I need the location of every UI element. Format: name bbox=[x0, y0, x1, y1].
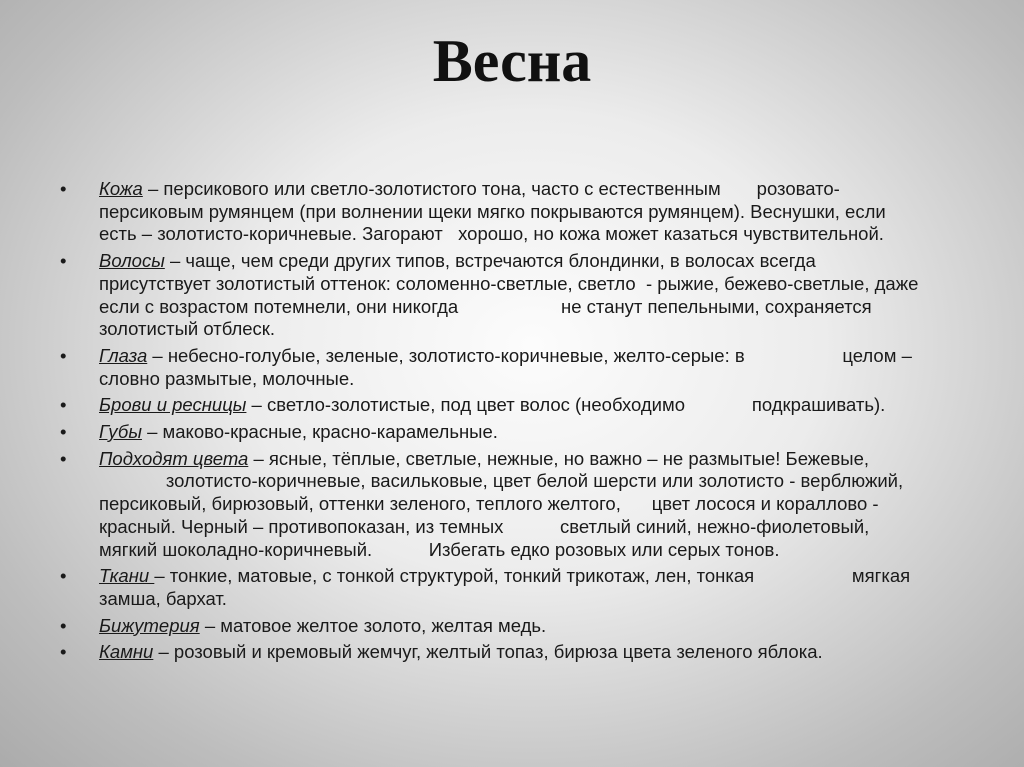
list-item bbox=[60, 394, 960, 417]
item-line-text: – небесно-голубые, зеленые, золотисто-коричневые, желто-серые: в целом – bbox=[147, 344, 912, 366]
item-term: Губы bbox=[99, 421, 142, 443]
bullet-marker: • bbox=[60, 344, 67, 366]
item-line-text: – светло-золотистые, под цвет волос (необходимо подкрашивать). bbox=[246, 394, 886, 416]
item-line: есть – золотисто-коричневые. Загорают хорошо, но кожа может казаться чувствительной. bbox=[99, 223, 884, 245]
item-line bbox=[99, 565, 960, 588]
list-item bbox=[60, 178, 960, 246]
item-text bbox=[99, 250, 960, 341]
item-line-text: – матовое желтое золото, желтая медь. bbox=[199, 614, 547, 636]
item-line: персиковым румянцем (при волнении щеки мягко покрываются румянцем). Веснушки, если bbox=[99, 200, 886, 222]
bullet-marker: • bbox=[60, 421, 67, 443]
item-line-text: – ясные, тёплые, светлые, нежные, но важно – не размытые! Бежевые, bbox=[248, 447, 869, 469]
item-line-text: – персикового или светло-золотистого тона, часто с естественным розовато- bbox=[142, 178, 840, 199]
item-line bbox=[99, 345, 960, 368]
item-line-text: – чаще, чем среди других типов, встречаются блондинки, в волосах всегда bbox=[164, 250, 816, 272]
bullet-list bbox=[60, 178, 960, 664]
item-line: персиковый, бирюзовый, оттенки зеленого, теплого желтого, цвет лосося и кораллово - bbox=[99, 493, 879, 515]
list-item bbox=[60, 565, 960, 610]
slide-body bbox=[60, 178, 960, 668]
list-item bbox=[60, 421, 960, 444]
list-item bbox=[60, 250, 960, 341]
bullet-marker: • bbox=[60, 178, 67, 199]
item-line: замша, бархат. bbox=[99, 587, 227, 609]
bullet-marker: • bbox=[60, 565, 67, 587]
bullet-marker: • bbox=[60, 250, 67, 272]
item-text bbox=[99, 615, 960, 638]
slide-title: Весна bbox=[432, 28, 592, 94]
item-term: Бижутерия bbox=[99, 614, 200, 636]
item-line: красный. Черный – противопоказан, из темных светлый синий, нежно-фиолетовый, bbox=[99, 515, 870, 537]
item-line bbox=[99, 178, 960, 201]
item-line: золотистый отблеск. bbox=[99, 318, 276, 340]
item-line: мягкий шоколадно-коричневый. Избегать едко розовых или серых тонов. bbox=[99, 538, 780, 560]
item-line: если с возрастом потемнели, они никогда не станут пепельными, сохраняется bbox=[99, 295, 872, 317]
list-item bbox=[60, 345, 960, 390]
item-text bbox=[99, 448, 960, 562]
item-line bbox=[99, 421, 960, 444]
bullet-marker: • bbox=[60, 394, 67, 416]
item-line: присутствует золотистый оттенок: соломенно-светлые, светло - рыжие, бежево-светлые, даже bbox=[99, 272, 919, 294]
item-line bbox=[99, 394, 960, 417]
item-line-text: – тонкие, матовые, с тонкой структурой, тонкий трикотаж, лен, тонкая мягкая bbox=[154, 565, 911, 587]
list-item bbox=[60, 448, 960, 562]
item-line bbox=[99, 641, 960, 664]
item-line-text: – маково-красные, красно-карамельные. bbox=[141, 421, 498, 443]
item-line bbox=[99, 448, 960, 471]
item-term: Подходят цвета bbox=[99, 447, 249, 469]
list-item bbox=[60, 615, 960, 638]
bullet-marker: • bbox=[60, 641, 67, 663]
item-term: Кожа bbox=[99, 178, 143, 199]
item-text bbox=[99, 565, 960, 610]
item-term: Брови и ресницы bbox=[99, 394, 247, 416]
item-line: словно размытые, молочные. bbox=[99, 367, 355, 389]
item-text bbox=[99, 421, 960, 444]
bullet-marker: • bbox=[60, 614, 67, 636]
item-text bbox=[99, 178, 960, 246]
item-term: Волосы bbox=[99, 250, 165, 272]
list-item bbox=[60, 641, 960, 664]
item-line-text: – розовый и кремовый жемчуг, желтый топаз, бирюза цвета зеленого яблока. bbox=[153, 641, 823, 663]
item-line bbox=[99, 615, 960, 638]
item-term: Ткани bbox=[99, 565, 155, 587]
item-line: золотисто-коричневые, васильковые, цвет белой шерсти или золотисто - верблюжий, bbox=[99, 470, 904, 492]
item-text bbox=[99, 394, 960, 417]
item-line bbox=[99, 250, 960, 273]
item-term: Камни bbox=[99, 641, 154, 663]
bullet-marker: • bbox=[60, 447, 67, 469]
item-text bbox=[99, 345, 960, 390]
item-term: Глаза bbox=[99, 344, 148, 366]
item-text bbox=[99, 641, 960, 664]
